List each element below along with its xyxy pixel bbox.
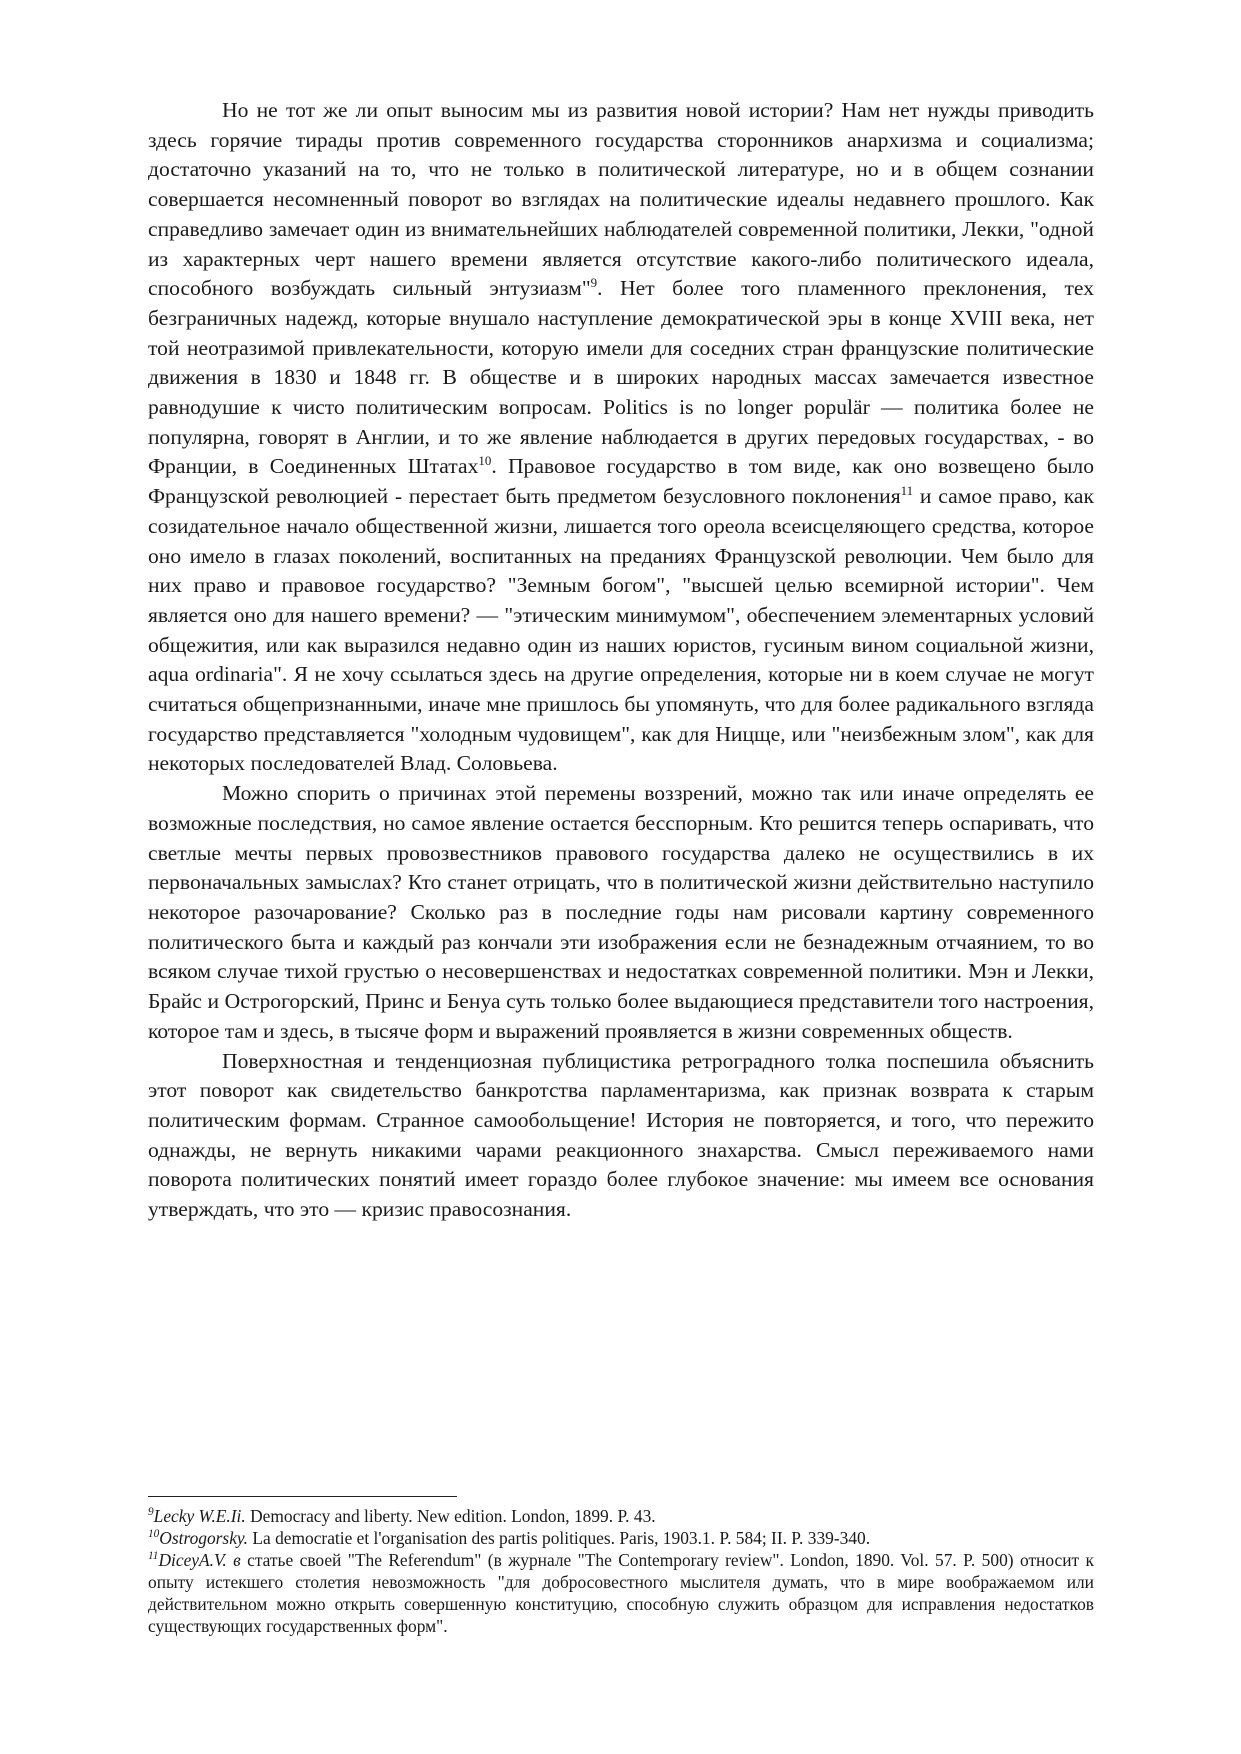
footnote-number: 11: [148, 1550, 159, 1563]
footnote-text: Democracy and liberty. New edition. London, 1899. P. 43.: [245, 1506, 656, 1526]
footnote-author: DiceyA.V. в: [158, 1550, 241, 1570]
text-run: . Правовое государство в том виде, как оно возвещено было Французской революцией - перестает быть предметом безусловного поклонения: [148, 454, 1094, 509]
footnote-11: [148, 1549, 1094, 1637]
footnote-author: Ostrogorsky.: [159, 1528, 249, 1548]
footnote-ref-9: 9: [590, 275, 598, 291]
footnote-ref-10: 10: [478, 453, 492, 469]
footnote-9: [148, 1505, 1094, 1527]
text-run: и самое право, как созидательное начало общественной жизни, лишается того ореола всеисцеляющего средства, которое оно имело в глазах поколений, воспитанных на преданиях Французской революции. Чем было для них право и правовое государство? "Земным богом", "высшей целью всемирной истории". Чем является оно для нашего времени? — "этическим минимумом", обеспечением элементарных условий общежития, или как выразился недавно один из наших юристов, гусиным вином социальной жизни, aqua ordinaria". Я не хочу ссылаться здесь на другие определения, которые ни в коем случае не могут считаться общепризнанными, иначе мне пришлось бы упомянуть, что для более радикального взгляда государство представляется "холодным чудовищем", как для Ницще, или "неизбежным злом", как для некоторых последователей Влад. Соловьева.: [148, 484, 1094, 776]
footnote-number: 9: [148, 1506, 154, 1519]
document-page: [148, 96, 1094, 1736]
text-run: Но не тот же ли опыт выносим мы из развития новой истории? Нам нет нужды приводить здесь горячие тирады против современного государства сторонников анархизма и социализма; достаточно указаний на то, что не только в политической литературе, но и в общем сознании совершается несомненный поворот во взглядах на политические идеалы недавнего прошлого. Как справедливо замечает один из внимательнейших наблюдателей современной политики, Лекки, "одной из характерных черт нашего времени является отсутствие какого-либо политического идеала, способного возбуждать сильный энтузиазм": [148, 98, 1094, 301]
footnote-ref-11: 11: [900, 482, 914, 498]
paragraph: [148, 779, 1094, 1046]
footnote-author: Lecky W.E.Ii.: [153, 1506, 246, 1526]
footnote-separator: [148, 1496, 457, 1497]
footnote-text: La democratie et l'organisation des partis politiques. Paris, 1903.1. P. 584; II. P. 339-340.: [248, 1528, 871, 1548]
text-run: Поверхностная и тенденциозная публицистика ретроградного толка поспешила объяснить этот поворот как свидетельство банкротства парламентаризма, как признак возврата к старым политическим формам. Странное самообольщение! История не повторяется, и того, что пережито однажды, не вернуть никакими чарами реакционного знахарства. Смысл переживаемого нами поворота политических понятий имеет гораздо более глубокое значение: мы имеем все основания утверждать, что это — кризис правосознания.: [148, 1048, 1094, 1222]
footnote-number: 10: [148, 1528, 160, 1541]
footnote-text: статье своей "The Referendum" (в журнале "The Contemporary review". London, 1890. Vol. 57. P. 500) относит к опыту истекшего столетия невозможность "для добросовестного мыслителя думать, что в мире воображаемом или действительном можно открыть совершенную конституцию, способную служить образцом для исправления недостатков существующих государственных форм".: [148, 1550, 1094, 1636]
main-text: [148, 96, 1094, 1225]
paragraph: [148, 96, 1094, 779]
text-run: Можно спорить о причинах этой перемены воззрений, можно так или иначе определять ее возможные последствия, но самое явление остается бесспорным. Кто решится теперь оспаривать, что светлые мечты первых провозвестников правового государства далеко не осуществились в их первоначальных замыслах? Кто станет отрицать, что в политической жизни действительно наступило некоторое разочарование? Сколько раз в последние годы нам рисовали картину современного политического быта и каждый раз кончали эти изображения если не безнадежным отчаянием, то во всяком случае тихой грустью о несовершенствах и недостатках современной политики. Мэн и Лекки, Брайс и Острогорский, Принс и Бенуа суть только более выдающиеся представители того настроения, которое там и здесь, в тысяче форм и выражений проявляется в жизни современных обществ.: [148, 781, 1094, 1043]
paragraph: [148, 1047, 1094, 1225]
footnote-10: [148, 1527, 1094, 1549]
text-run: . Нет более того пламенного преклонения, тех безграничных надежд, которые внушало наступление демократической эры в конце XVIII века, нет той неотразимой привлекательности, которую имели для соседних стран французские политические движения в 1830 и 1848 гг. В обществе и в широких народных массах замечается известное равнодушие к чисто политическим вопросам. Politics is no longer populär — политика более не популярна, говорят в Англии, и то же явление наблюдается в других передовых государствах, - во Франции, в Соединенных Штатах: [148, 276, 1094, 479]
footnotes-section: [148, 1496, 1094, 1637]
